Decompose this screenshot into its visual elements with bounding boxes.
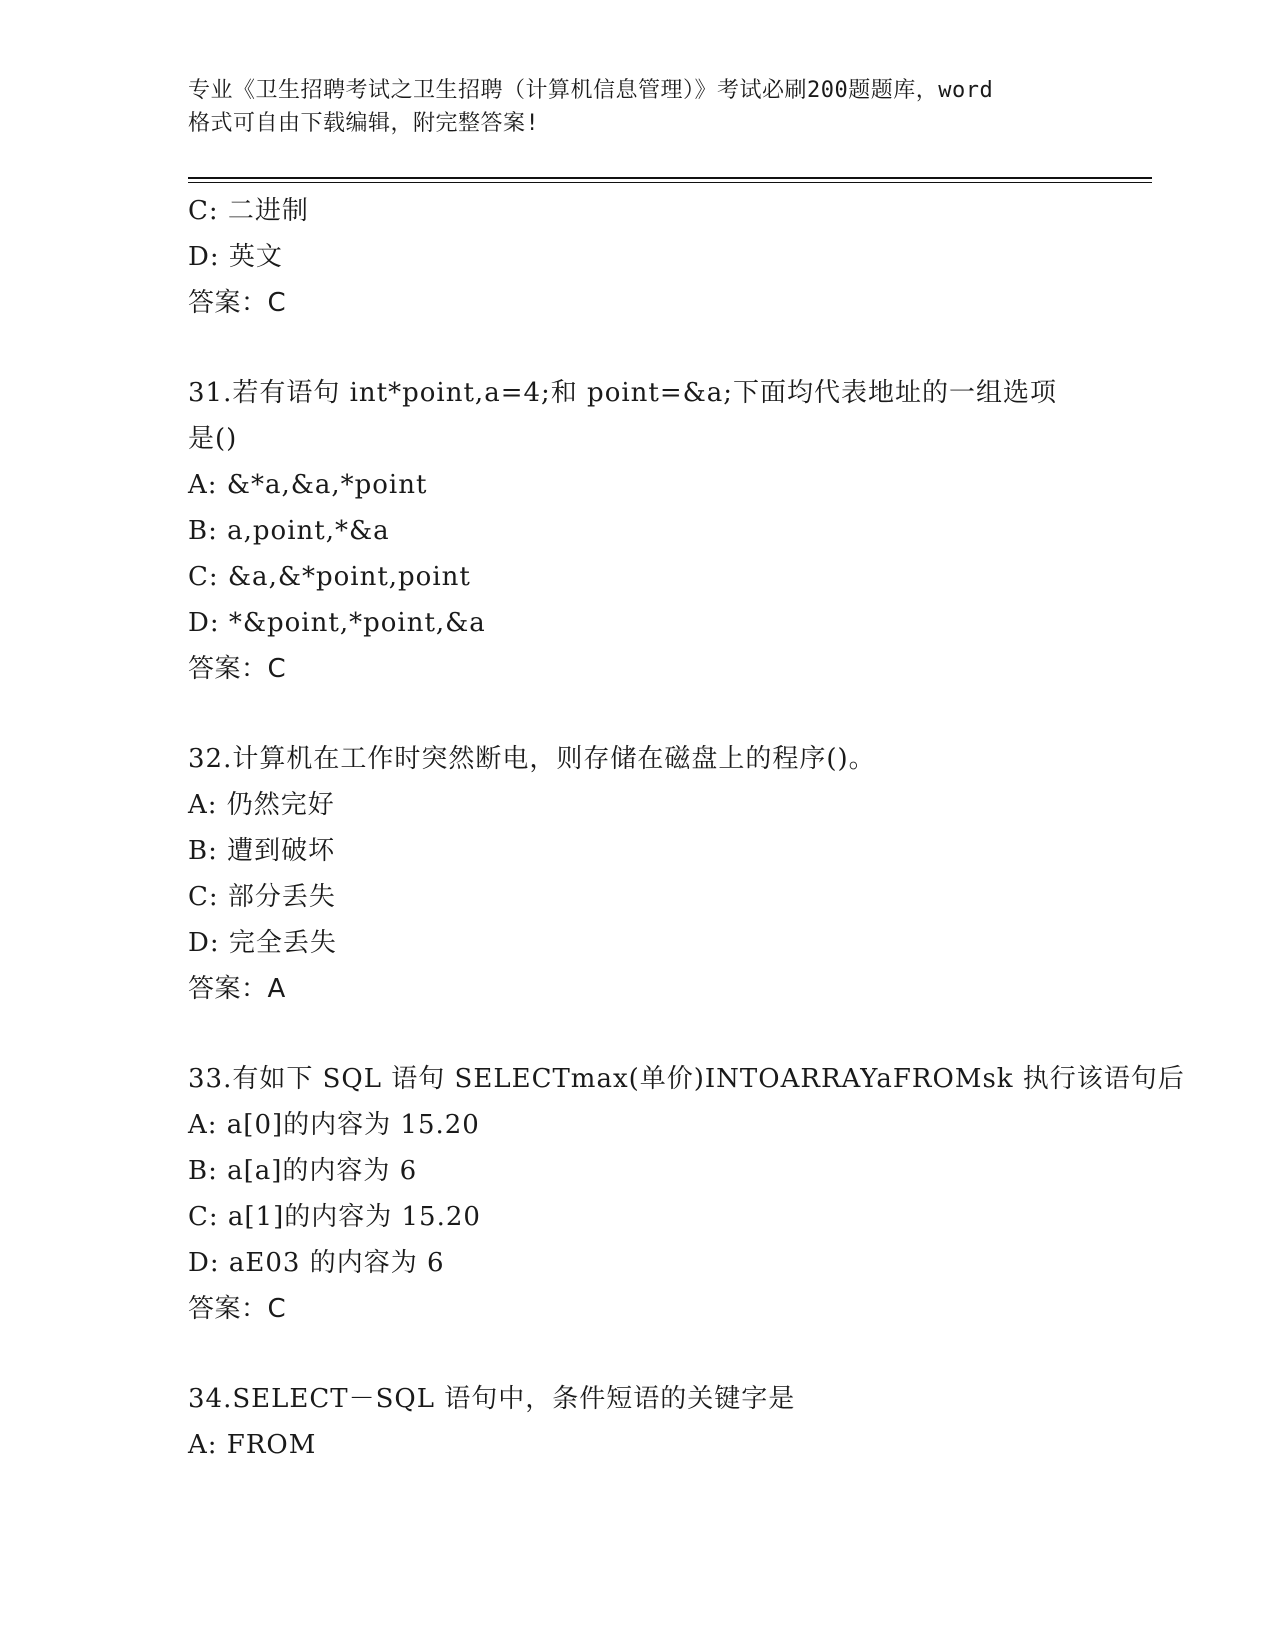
question-stem: 34.SELECT－SQL 语句中，条件短语的关键字是 bbox=[188, 1384, 796, 1414]
question-33 bbox=[188, 1056, 1185, 1332]
option-c: C: 二进制 bbox=[188, 196, 309, 226]
question-30-continued bbox=[188, 188, 1088, 326]
option-d: D: aE03 的内容为 6 bbox=[188, 1248, 445, 1278]
spacer bbox=[188, 1332, 1088, 1376]
question-34 bbox=[188, 1376, 1088, 1468]
header-divider-thick bbox=[188, 177, 1152, 179]
option-c: C: &a,&*point,point bbox=[188, 562, 471, 592]
option-a: A: &*a,&a,*point bbox=[188, 470, 428, 500]
header-line-1: 专业《卫生招聘考试之卫生招聘（计算机信息管理）》考试必刷200题题库，word bbox=[188, 78, 994, 103]
option-b: B: a[a]的内容为 6 bbox=[188, 1156, 418, 1186]
document-header bbox=[188, 74, 1088, 140]
option-a: A: a[0]的内容为 15.20 bbox=[188, 1110, 480, 1140]
question-stem: 31.若有语句 int*point,a=4;和 point=&a;下面均代表地址的一组选项 bbox=[188, 378, 1058, 408]
answer-line: 答案：A bbox=[188, 974, 286, 1004]
question-stem-continued: 是() bbox=[188, 424, 238, 454]
option-c: C: a[1]的内容为 15.20 bbox=[188, 1202, 481, 1232]
header-line-2: 格式可自由下载编辑，附完整答案! bbox=[188, 111, 540, 136]
option-d: D: 英文 bbox=[188, 242, 283, 272]
option-b: B: 遭到破坏 bbox=[188, 836, 336, 866]
question-stem: 33.有如下 SQL 语句 SELECTmax(单价)INTOARRAYaFROMsk 执行该语句后 bbox=[188, 1064, 1185, 1094]
question-content bbox=[188, 188, 1185, 1468]
option-d: D: 完全丢失 bbox=[188, 928, 337, 958]
option-a: A: 仍然完好 bbox=[188, 790, 335, 820]
question-32 bbox=[188, 736, 1088, 1012]
spacer bbox=[188, 692, 1088, 736]
answer-line: 答案：C bbox=[188, 288, 287, 318]
spacer bbox=[188, 1012, 1088, 1056]
question-31 bbox=[188, 370, 1088, 692]
option-d: D: *&point,*point,&a bbox=[188, 608, 486, 638]
spacer bbox=[188, 326, 1088, 370]
answer-line: 答案：C bbox=[188, 654, 287, 684]
header-divider-thin bbox=[188, 182, 1152, 183]
answer-line: 答案：C bbox=[188, 1294, 287, 1324]
option-b: B: a,point,*&a bbox=[188, 516, 390, 546]
option-c: C: 部分丢失 bbox=[188, 882, 336, 912]
option-a: A: FROM bbox=[188, 1430, 317, 1460]
question-stem: 32.计算机在工作时突然断电，则存储在磁盘上的程序()。 bbox=[188, 744, 876, 774]
